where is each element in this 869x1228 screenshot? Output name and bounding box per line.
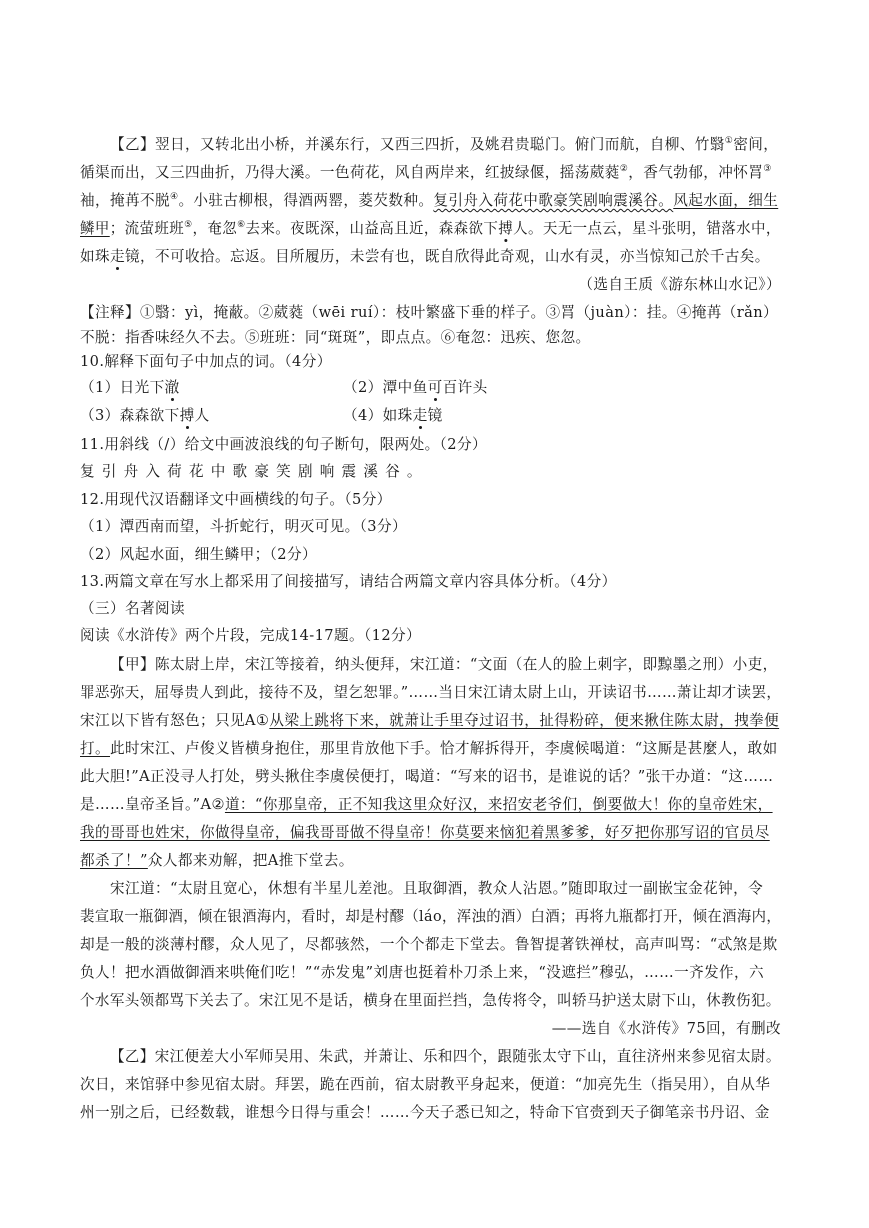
- section3-intro: 阅读《水浒传》两个片段，完成14-17题。（12分）: [80, 627, 422, 644]
- jia-line-1: 【甲】陈太尉上岸，宋江等接着，纳头便拜，宋江道：“文面（在人的脸上刺字，即黥墨之刑）小吏，: [110, 656, 778, 673]
- jia-line-13: 个水军头领都骂下关去了。宋江见不是话，横身在里面拦挡，急传将令，叫轿马护送太尉下山，休教伤犯。: [80, 992, 781, 1009]
- q10-stem: 10.解释下面句子中加点的词。（4分）: [80, 353, 332, 370]
- q11-stem: 11.用斜线（/）给文中画波浪线的句子断句，限两处。（2分）: [80, 436, 487, 453]
- jia-line-7: 我的哥哥也姓宋，你做得皇帝，偏我哥哥做不得皇帝！你莫要来恼犯着黑爹爹，好歹把你那写诏的官员尽: [80, 824, 770, 841]
- jia-line-10: 裴宣取一瓶御酒，倾在银酒海内，看时，却是村醪（láo，浑浊的酒）白酒；再将九瓶都打开，倾在酒海内，: [80, 908, 782, 925]
- q10-item-4: （4）如珠走镜: [343, 407, 443, 424]
- q10-item-2: （2）潭中鱼可百许头: [343, 379, 488, 396]
- yi2-line-1: 【乙】宋江便差大小军师吴用、朱武，并萧让、乐和四个，跟随张太守下山，直往济州来参见宿太尉。: [110, 1048, 781, 1065]
- yi-line-1: 【乙】翌日，又转北出小桥，并溪东行，又西三四折，及姚君贵聪门。俯门而航，自柳、竹翳①密间，: [110, 136, 779, 153]
- notes-line-1: 【注释】①翳：yì，掩蔽。②葳蕤（wēi ruí）：枝叶繁盛下垂的样子。③罥（juàn）：挂。④掩苒（rǎn）: [80, 304, 779, 321]
- underlined-sentence-part2: 鳞甲: [80, 220, 110, 237]
- q13-stem: 13.两篇文章在写水上都采用了间接描写，请结合两篇文章内容具体分析。（4分）: [80, 573, 617, 590]
- section3-title: （三）名著阅读: [80, 600, 185, 617]
- yi-line-5: 如珠走镜，不可收拾。忘返。目所履历，未尝有也，既自欣得此奇观，山水有灵，亦当惊知己於千古矣。: [80, 248, 770, 265]
- jia-line-3: 宋江以下皆有怒色；只见A①从梁上跳将下来，就萧让手里夺过诏书，扯得粉碎，便来揪住陈太尉，拽拳便: [80, 712, 780, 729]
- jia-line-11: 却是一般的淡薄村醪，众人见了，尽都骇然，一个个都走下堂去。鲁智提著铁禅杖，高声叫骂：“忒煞是欺: [80, 936, 778, 953]
- q10-row-1: （1）日光下澈: [80, 379, 180, 396]
- dotted-word-zou: 走: [110, 248, 125, 265]
- yi-source: （选自王质《游东林山水记》）: [578, 276, 781, 293]
- jia-line-6: 是……皇帝圣旨。”A②道：“你那皇帝，正不知我这里众好汉，来招安老爷们，倒要做大！你的皇帝姓宋，: [80, 796, 773, 813]
- jia-line-9: 宋江道：“太尉且宽心，休想有半星儿差池。且取御酒，教众人沾恩。”随即取过一副嵌宝金花钟，令: [110, 880, 764, 897]
- jia-line-12: 负人！把水酒做御酒来哄俺们吃！”“赤发鬼”刘唐也挺着朴刀杀上来，“没遮拦”穆弘，……一齐发作，六: [80, 964, 765, 981]
- jia-line-8: 都杀了！”众人都来劝解，把A推下堂去。: [80, 852, 354, 869]
- q12-item-2: （2）风起水面，细生鳞甲；（2分）: [80, 546, 317, 563]
- notes-line-2: 不脱：指香味经久不去。⑤班班：同“斑斑”，即点点。⑥奄忽：迅疾、您忽。: [80, 329, 591, 346]
- dotted-word-bo: 搏: [498, 220, 514, 237]
- jia-source: ——选自《水浒传》75回，有删改: [551, 1020, 781, 1037]
- jia-line-4: 打。此时宋江、卢俊义皆横身抱住，那里肯放他下手。恰才解拆得开，李虞候喝道：“这厮是甚麼人，敢如: [80, 740, 778, 757]
- q12-stem: 12.用现代汉语翻译文中画横线的句子。（5分）: [80, 491, 392, 508]
- jia-line-2: 罪恶弥天，屈辱贵人到此，接待不及，望乞恕罪。”……当日宋江请太尉上山，开读诏书……萧让却才读罢，: [80, 684, 782, 701]
- yi2-line-2: 次日，来馆驿中参见宿太尉。拜罢，跪在西前，宿太尉教平身起来，便道：“加亮先生（指吴用），自从华: [80, 1076, 771, 1093]
- yi-line-4: 鳞甲；流萤班班⑤，奄忽⑥去来。夜既深，山益高且近，森森欲下搏人。天无一点云，星斗张明，错落水中，: [80, 220, 781, 237]
- yi-line-3: 袖，掩苒不脱④。小驻古柳根，得酒两罂，菱芡数种。复引舟入荷花中歌豪笑剧响震溪谷。风起水面，细生: [80, 192, 779, 209]
- q11-sentence: 复引舟入荷花中歌豪笑剧响震溪谷。: [80, 463, 429, 480]
- underlined-sentence-part1: 风起水面，细生: [673, 192, 779, 209]
- wavy-sentence: 复引舟入荷花中歌豪笑剧响震溪谷。: [433, 192, 674, 209]
- jia-line-5: 此大胆!”A正没寻人打处，劈头揪住李虞侯便打，喝道：“写来的诏书，是谁说的话？”张干办道：“这……: [80, 768, 774, 785]
- yi2-line-3: 州一别之后，已经数载，谁想今日得与重会！……今天子悉已知之，特命下官赍到天子御笔亲书丹诏、金: [80, 1104, 770, 1121]
- yi-line-2: 循渠而出，又三四曲折，乃得大溪。一色荷花，风自两岸来，红披绿偃，摇荡葳蕤②，香气勃郁，冲怀罥③: [80, 164, 772, 181]
- q10-item-3: （3）森森欲下搏人: [80, 407, 210, 424]
- q12-item-1: （1）潭西南而望，斗折蛇行，明灭可见。（3分）: [80, 518, 407, 535]
